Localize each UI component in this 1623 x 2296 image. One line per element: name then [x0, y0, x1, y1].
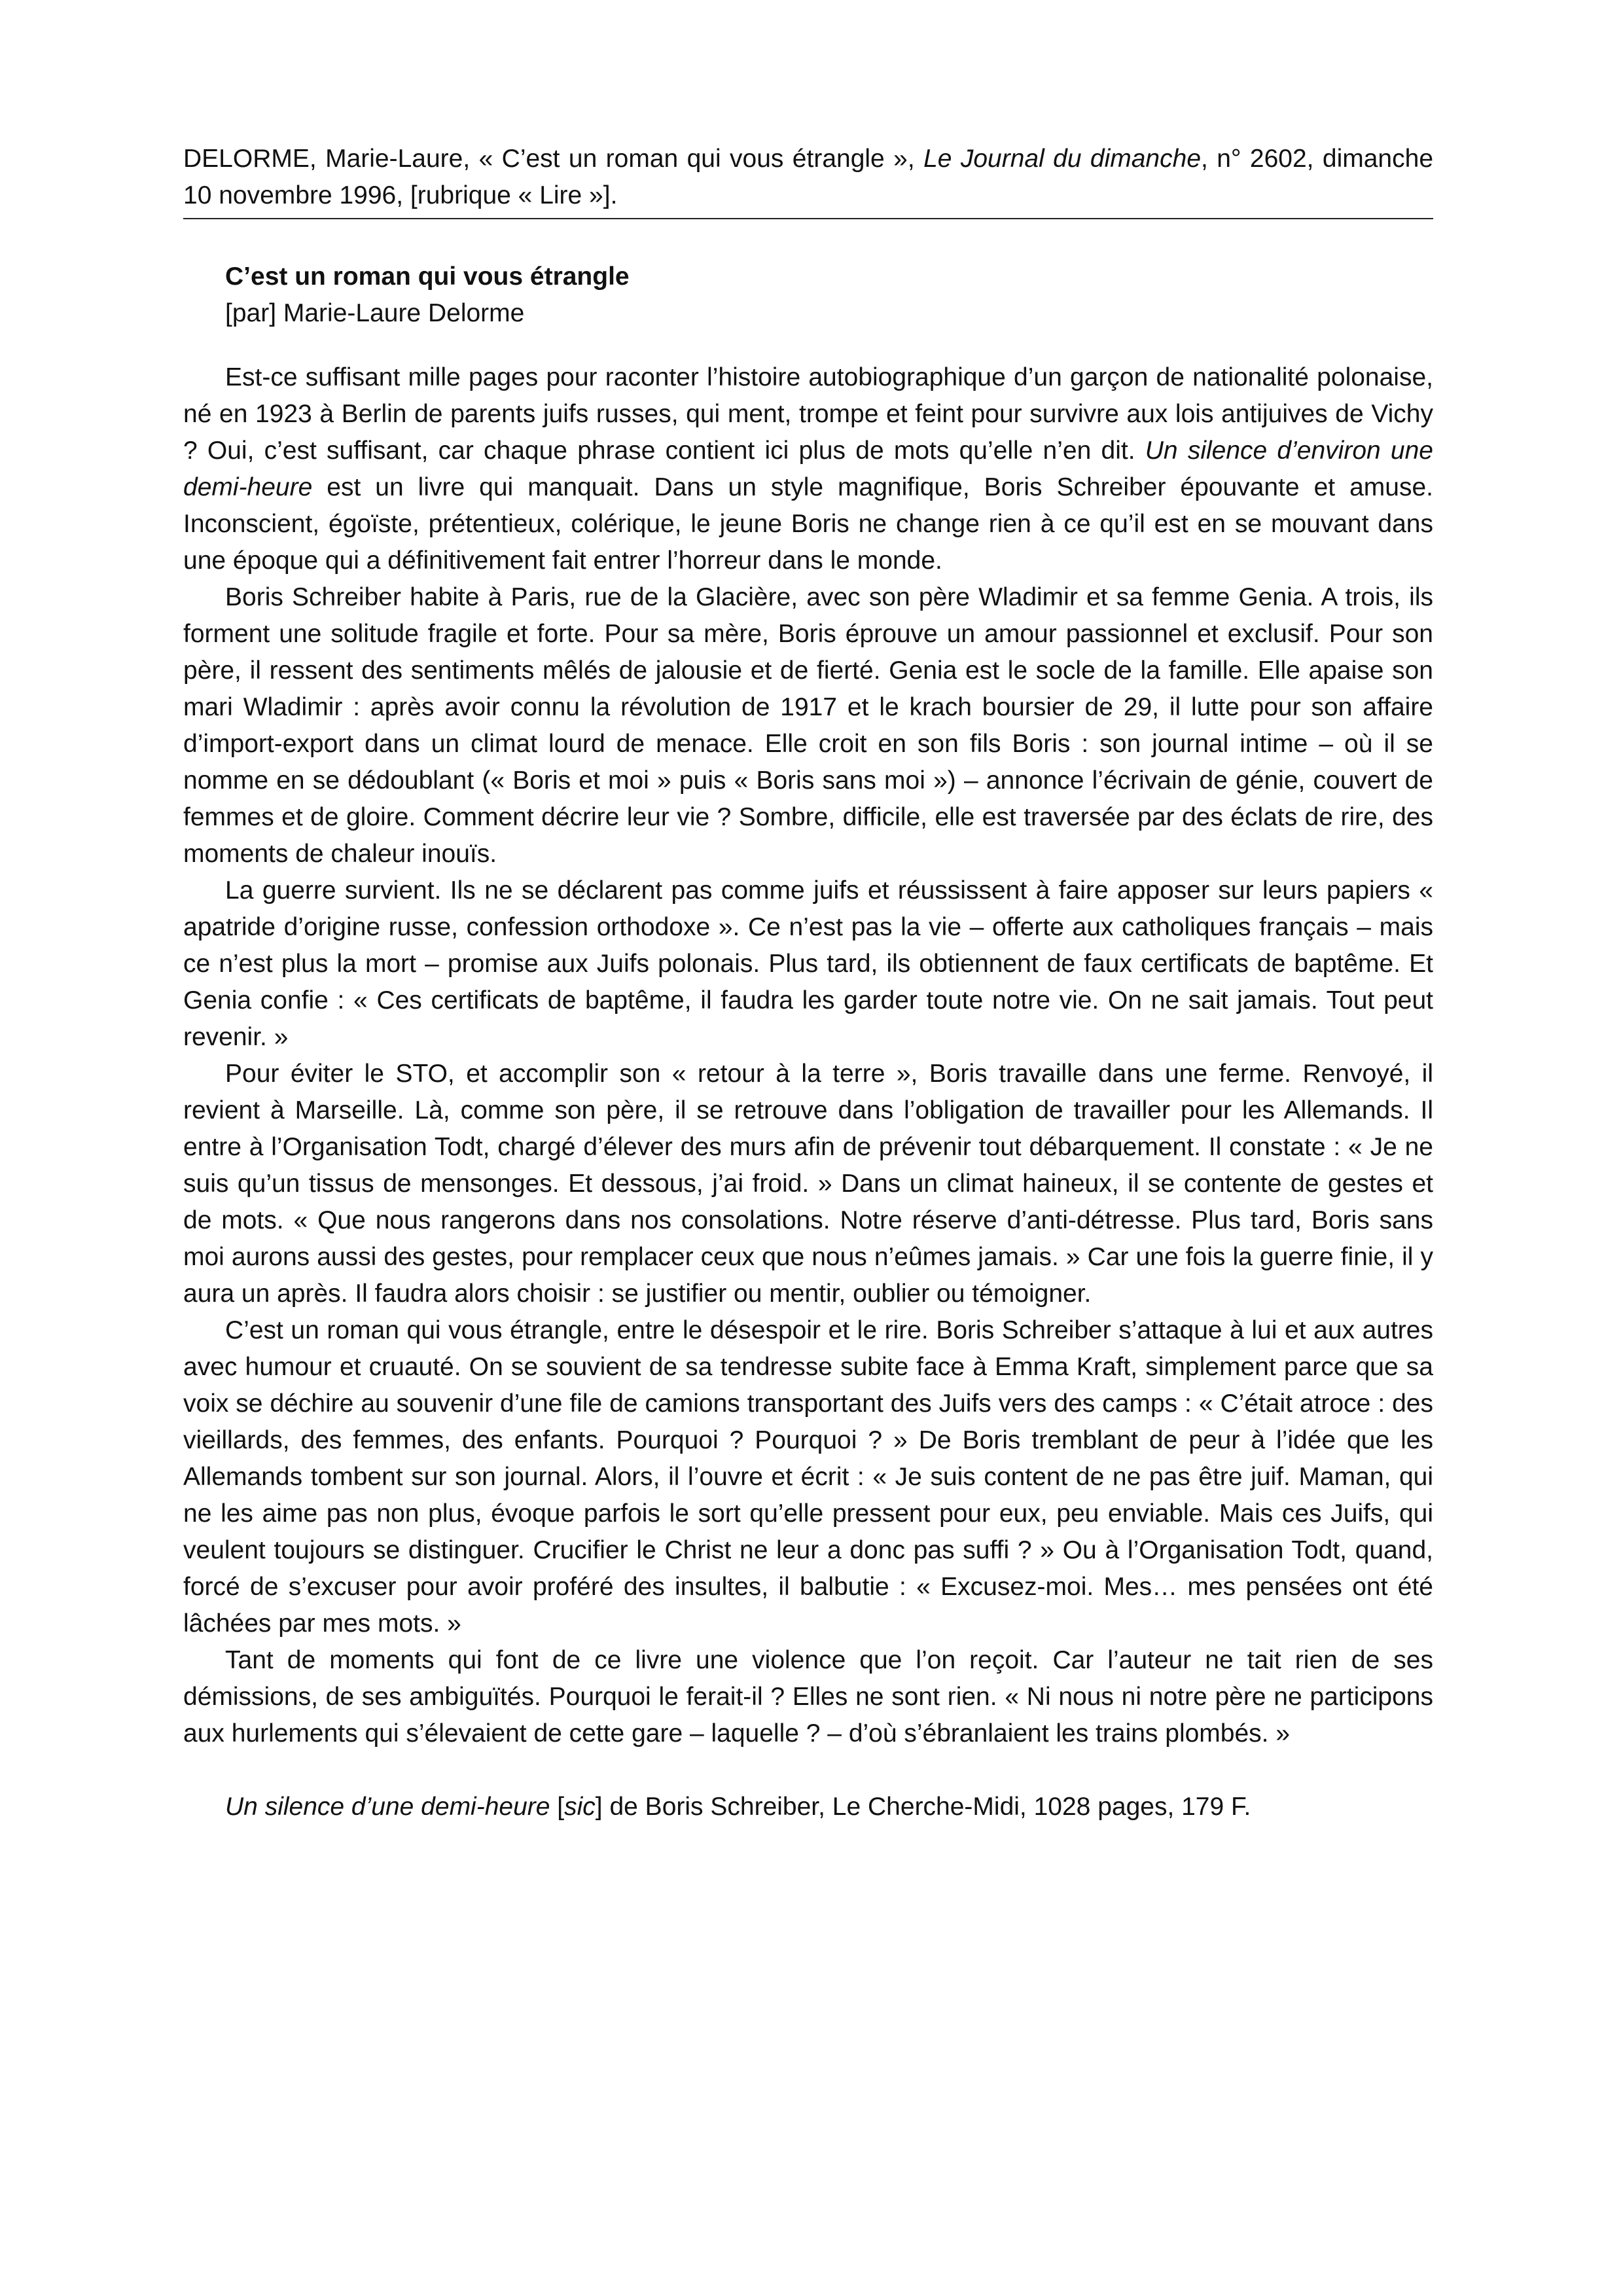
paragraph-5: C’est un roman qui vous étrangle, entre le désespoir et le rire. Boris Schreiber s’attaque à lui et aux autres avec humour et cruauté. On se souvient de sa tendresse subite face à Emma Kraft, simplement parce que sa voix se déchire au souvenir d’une file de camions transportant des Juifs vers des camps : « C’était atroce : des vieillards, des femmes, des enfants. Pourquoi ? Pourquoi ? » De Boris tremblant de peur à l’idée que les Allemands tombent sur son journal. Alors, il l’ouvre et écrit : « Je suis content de ne pas être juif. Maman, qui ne les aime pas non plus, évoque parfois le sort qu’elle pressent pour eux, peu enviable. Mais ces Juifs, qui veulent toujours se distinguer. Crucifier le Christ ne leur a donc pas suffi ? » Ou à l’Organisation Todt, quand, forcé de s’excuser pour avoir proféré des insultes, il balbutie : « Excusez-moi. Mes… mes pensées ont été lâchées par mes mots. »	[183, 1316, 1433, 1638]
reference-book-title: Un silence d’une demi-heure	[225, 1793, 550, 1821]
paragraph-6: Tant de moments qui font de ce livre une violence que l’on reçoit. Car l’auteur ne tait rien de ses démissions, de ses ambiguïtés. Pourquoi le ferait-il ? Elles ne sont rien. « Ni nous ni notre père ne participons aux hurlements qui s’élevaient de cette gare – laquelle ? – d’où s’ébranlaient les trains plombés. »	[183, 1646, 1433, 1748]
reference-sic: sic	[564, 1793, 596, 1821]
citation-text: DELORME, Marie-Laure, « C’est un roman qui vous étrangle »,	[183, 145, 924, 173]
book-reference	[225, 1789, 1433, 1825]
article-title: C’est un roman qui vous étrangle	[225, 262, 630, 291]
reference-details: ] de Boris Schreiber, Le Cherche-Midi, 1028 pages, 179 F.	[595, 1793, 1251, 1821]
article	[183, 259, 1433, 1825]
paragraph-2: Boris Schreiber habite à Paris, rue de la Glacière, avec son père Wladimir et sa femme Genia. A trois, ils forment une solitude fragile et forte. Pour sa mère, Boris éprouve un amour passionnel et exclusif. Pour son père, il ressent des sentiments mêlés de jalousie et de fierté. Genia est le socle de la famille. Elle apaise son mari Wladimir : après avoir connu la révolution de 1917 et le krach boursier de 29, il lutte pour son affaire d’import-export dans un climat lourd de menace. Elle croit en son fils Boris : son journal intime – où il se nomme en se dédoublant (« Boris et moi » puis « Boris sans moi ») – annonce l’écrivain de génie, couvert de femmes et de gloire. Comment décrire leur vie ? Sombre, difficile, elle est traversée par des éclats de rire, des moments de chaleur inouïs.	[183, 583, 1433, 868]
reference-bracket-open: [	[550, 1793, 565, 1821]
citation-header	[183, 141, 1433, 219]
citation-journal-title: Le Journal du dimanche	[923, 145, 1202, 173]
article-body	[183, 359, 1433, 1752]
paragraph-1	[183, 359, 1433, 579]
citation-details: , n° 2602, dimanche 10 novembre 1996, [rubrique « Lire »].	[183, 145, 1434, 209]
paragraph-3: La guerre survient. Ils ne se déclarent pas comme juifs et réussissent à faire apposer sur leurs papiers « apatride d’origine russe, confession orthodoxe ». Ce n’est pas la vie – offerte aux catholiques français – mais ce n’est plus la mort – promise aux Juifs polonais. Plus tard, ils obtiennent de faux certificats de baptême. Et Genia confie : « Ces certificats de baptême, il faudra les garder toute notre vie. On ne sait jamais. Tout peut revenir. »	[183, 876, 1433, 1051]
paragraph-1-book-title: Un silence d’environ une demi-heure	[183, 437, 1433, 501]
paragraph-1-text-a: Est-ce suffisant mille pages pour raconter l’histoire autobiographique d’un garçon de nationalité polonaise, né en 1923 à Berlin de parents juifs russes, qui ment, trompe et feint pour survivre aux lois antijuives de Vichy ? Oui, c’est suffisant, car chaque phrase contient ici plus de mots qu’elle n’en dit.	[183, 363, 1433, 465]
document-page	[183, 141, 1433, 1825]
article-byline: [par] Marie-Laure Delorme	[225, 299, 525, 327]
paragraph-4: Pour éviter le STO, et accomplir son « retour à la terre », Boris travaille dans une ferme. Renvoyé, il revient à Marseille. Là, comme son père, il se retrouve dans l’obligation de travailler pour les Allemands. Il entre à l’Organisation Todt, chargé d’élever des murs afin de prévenir tout débarquement. Il constate : « Je ne suis qu’un tissus de mensonges. Et dessous, j’ai froid. » Dans un climat haineux, il se contente de gestes et de mots. « Que nous rangerons dans nos consolations. Notre réserve d’anti-détresse. Plus tard, Boris sans moi aurons aussi des gestes, pour remplacer ceux que nous n’eûmes jamais. » Car une fois la guerre finie, il y aura un après. Il faudra alors choisir : se justifier ou mentir, oublier ou témoigner.	[183, 1060, 1433, 1308]
paragraph-1-text-b: est un livre qui manquait. Dans un style magnifique, Boris Schreiber épouvante et amuse. Inconscient, égoïste, prétentieux, colérique, le jeune Boris ne change rien à ce qu’il est en se mouvant dans une époque qui a définitivement fait entrer l’horreur dans le monde.	[183, 473, 1433, 575]
